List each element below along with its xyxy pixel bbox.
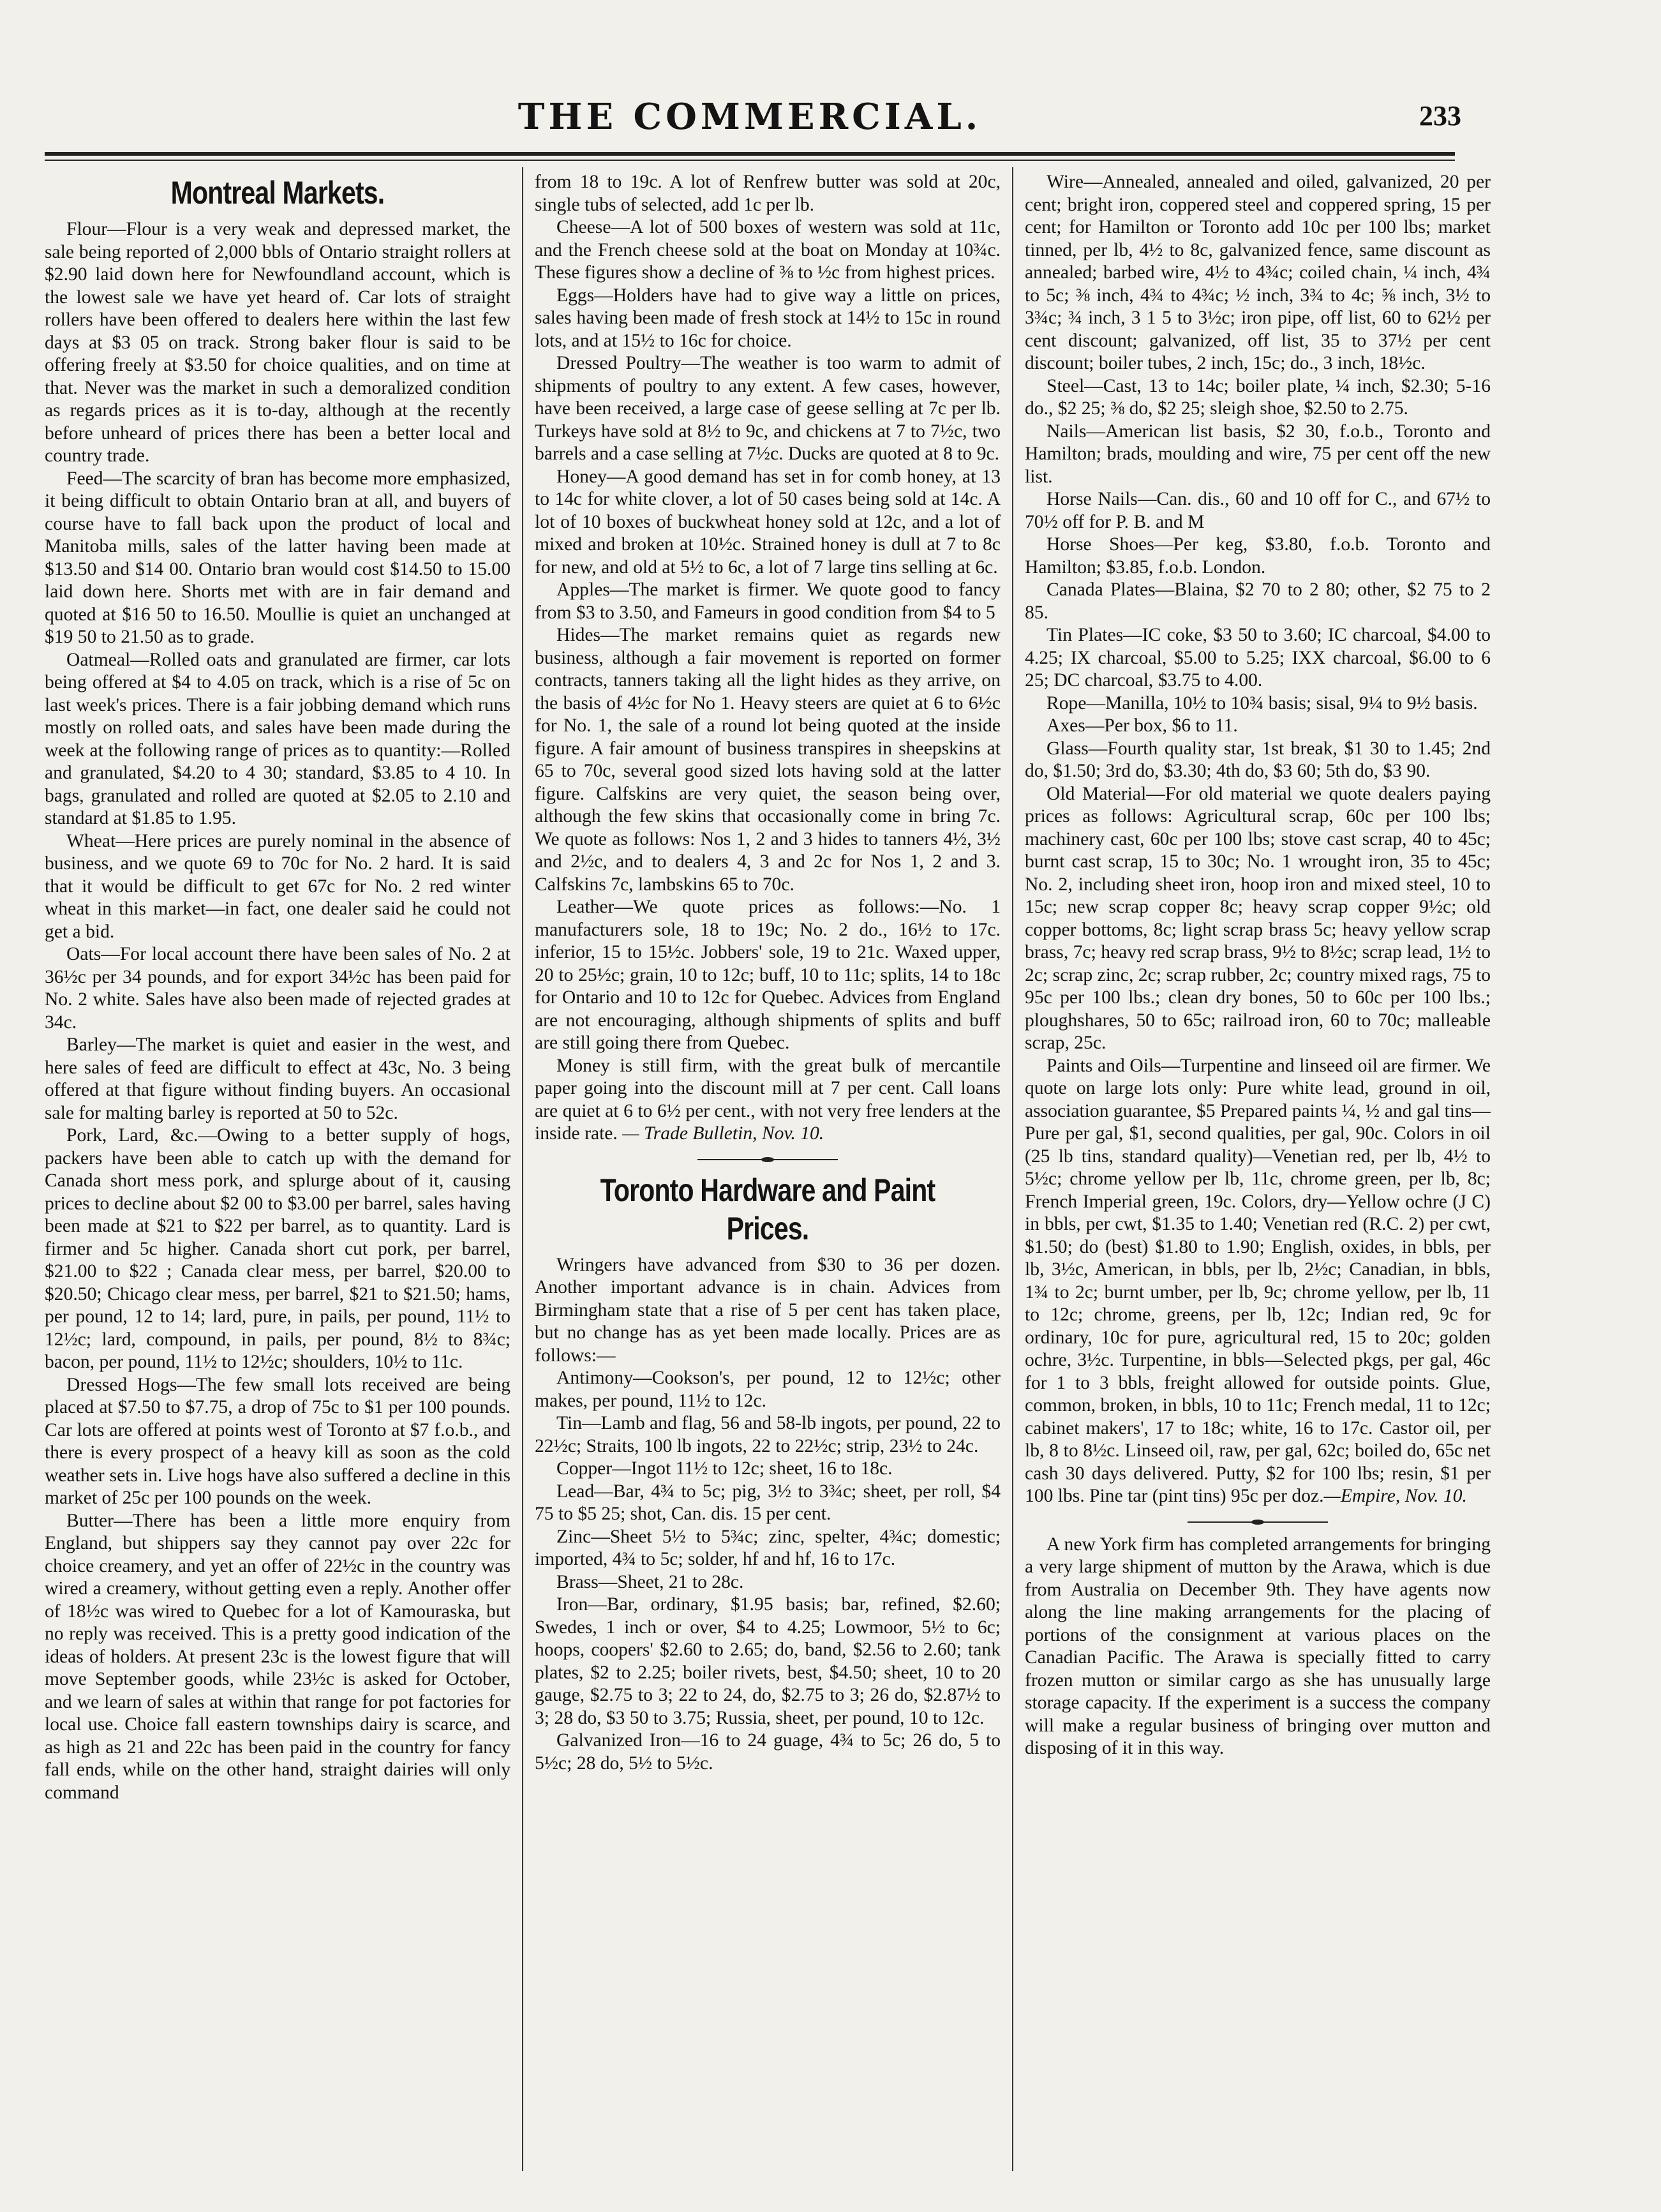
toronto-paragraph: Steel—Cast, 13 to 14c; boiler plate, ¼ inch, $2.30; 5-16 do., $2 25; ⅜ do, $2 25; sleigh shoe, $2.50 to 2.75. <box>1025 375 1491 419</box>
toronto-paragraph: Iron—Bar, ordinary, $1.95 basis; bar, refined, $2.60; Swedes, 1 inch or over, $4 to 4.25; Lowmoor, 5½ to 6c; hoops, coopers' $2.60 to 2.65; do, band, $2.56 to 2.60; tank plates, $2 to 2.25; boiler rivets, best, $4.50; sheet, 10 to 20 gauge, $2.75 to 3; 22 to 24, do, $2.75 to 3; 26 do, $2.87½ to 3; 28 do, $3 50 to 3.75; Russia, sheet, per pound, 10 to 12c. <box>535 1594 1001 1728</box>
column-1 <box>45 171 510 2169</box>
montreal-markets-heading: Montreal Markets. <box>170 175 385 211</box>
toronto-paragraph: Brass—Sheet, 21 to 28c. <box>556 1571 744 1592</box>
montreal-paragraph: Leather—We quote prices as follows:—No. 1 manufacturers sole, 18 to 19c; No. 2 do., 16½ to 17c. inferior, 15 to 15½c. Jobbers' sole, 19 to 21c. Waxed upper, 20 to 25½c; grain, 10 to 12c; buff, 10 to 11c; splits, 14 to 18c for Ontario and 10 to 12c for Quebec. Advices from England are not encouraging, although shipments of splits and buff are still going there from Quebec. <box>535 897 1001 1053</box>
toronto-paragraph <box>1025 1055 1491 1508</box>
montreal-paragraph <box>535 1055 1001 1146</box>
toronto-paragraph: Antimony—Cookson's, per pound, 12 to 12½c; other makes, per pound, 11½ to 12c. <box>535 1368 1001 1411</box>
montreal-paragraph: Flour—Flour is a very weak and depressed market, the sale being reported of 2,000 bbls of Ontario straight rollers at $2.90 laid down here for Newfoundland account, which is the lowest sale we have yet heard of. Car lots of straight rollers have been offered to dealers here within the last few days at $3 05 on track. Strong baker flour is said to be offering freely at $3.50 for choice qualities, and on time at that. Never was the market in such a demoralized condition as regards prices as it is to-day, although at the recently before unheard of prices there has been a better local and country trade. <box>45 219 510 466</box>
montreal-paragraph: Hides—The market remains quiet as regards new business, although a fair movement is reported on former contracts, tanners taking all the light hides as they arrive, on the basis of 4½c for No 1. Heavy steers are quiet at 6 to 6½c for No. 1, the sale of a round lot being quoted at the inside figure. A fair amount of business transpires in sheepskins at 65 to 70c, several good sized lots having sold at the latter figure. Calfskins are very quiet, the season being over, although the few skins that occasionally come in bring 7c. We quote as follows: Nos 1, 2 and 3 hides to tanners 4½, 3½ and 2½c, and to dealers 4, 3 and 2c for Nos 1, 2 and 3. Calfskins 7c, lambskins 65 to 70c. <box>535 625 1001 895</box>
header-rule-thick <box>45 152 1455 156</box>
montreal-paragraph: Cheese—A lot of 500 boxes of western was sold at 11c, and the French cheese sold at the boat on Monday at 10¾c. These figures show a decline of ⅜ to ½c from highest prices. <box>535 217 1001 283</box>
montreal-source: — Trade Bulletin, Nov. 10. <box>622 1123 824 1144</box>
toronto-paragraph: Zinc—Sheet 5½ to 5¾c; zinc, spelter, 4¾c; domestic; imported, 4¾ to 5c; solder, hf and hf, 16 to 17c. <box>535 1526 1001 1569</box>
montreal-paragraph: from 18 to 19c. A lot of Renfrew butter was sold at 20c, single tubs of selected, add 1c per lb. <box>535 172 1001 215</box>
column-3 <box>1025 171 1491 2169</box>
montreal-paragraph: Barley—The market is quiet and easier in the west, and here sales of feed are difficult to effect at 43c, No. 3 being offered at that figure without finding buyers. An occasional sale for malting barley is reported at 50 to 52c. <box>45 1035 510 1123</box>
toronto-paragraph: Wire—Annealed, annealed and oiled, galvanized, 20 per cent; bright iron, coppered steel and coppered spring, 15 per cent; for Hamilton or Toronto add 10c per 100 lbs; market tinned, per lb, 4½ to 8c, galvanized fence, same discount as annealed; barbed wire, 4½ to 4¾c; coiled chain, ¼ inch, 4¾ to 5c; ⅜ inch, 4¾ to 4¾c; ½ inch, 3¾ to 4c; ⅝ inch, 3½ to 3¾c; ¾ inch, 3 1 5 to 3½c; iron pipe, off list, 60 to 62½ per cent discount; galvanized, off list, 35 to 37½ per cent discount; boiler tubes, 2 inch, 15c; do., 3 inch, 18½c. <box>1025 172 1491 373</box>
montreal-paragraph: Dressed Hogs—The few small lots received are being placed at $7.50 to $7.75, a drop of 75c to $1 per 100 pounds. Car lots are offered at points west of Toronto at $7 f.o.b., and there is every prospect of a heavy kill as soon as the cold weather sets in. Live hogs have also suffered a decline in this market of 25c per 100 pounds on the week. <box>45 1374 510 1508</box>
toronto-paragraph: Old Material—For old material we quote dealers paying prices as follows: Agricultural scrap, 60c per 100 lbs; machinery cast, 60c per 100 lbs; stove cast scrap, 40 to 45c; burnt cast scrap, 15 to 30c; No. 1 wrought iron, 35 to 45c; No. 2, including sheet iron, hoop iron and mixed steel, 10 to 15c; new scrap copper 8c; heavy scrap copper 9½c; old copper bottoms, 8c; light scrap brass 5c; heavy yellow scrap brass, 7c; heavy red scrap brass, 9½ to 8½c; scrap lead, 1½ to 2c; scrap zinc, 2c; scrap rubber, 2c; country mixed rags, 75 to 95c per 100 lbs.; clean dry bones, 50 to 60c per 100 lbs.; ploughshares, 50 to 65c; railroad iron, 60 to 70c; malleable scrap, 25c. <box>1025 783 1491 1053</box>
column-divider-2 <box>1012 167 1013 2171</box>
toronto-source: —Empire, Nov. 10. <box>1323 1486 1467 1506</box>
montreal-paragraph: Dressed Poultry—The weather is too warm to admit of shipments of poultry to any extent. A few cases, however, have been received, a large case of geese selling at 7c per lb. Turkeys have sold at 8½ to 9c, and chickens at 7 to 7½c, two barrels and a case selling at 7½c. Ducks are quoted at 8 to 9c. <box>535 353 1001 464</box>
toronto-paragraph: Copper—Ingot 11½ to 12c; sheet, 16 to 18c. <box>556 1458 893 1479</box>
toronto-paragraph: Rope—Manilla, 10½ to 10¾ basis; sisal, 9¼ to 9½ basis. <box>1047 692 1478 714</box>
montreal-paragraph: Butter—There has been a little more enquiry from England, but shippers say they cannot pay over 22c for choice creamery, and yet an offer of 22½c in the country was wired a creamery, without getting even a reply. Another offer of 18½c was wired to Quebec for a lot of Kamouraska, but no reply was received. This is a pretty good indication of the ideas of holders. At present 23c is the lowest figure that will move September goods, while 23½c is asked for October, and we learn of sales at within that range for pot factories for local use. Choice fall eastern townships dairy is scarce, and as high as 21 and 22c has been paid in the country for fancy fall ends, while on the other hand, straight dairies will only command <box>45 1510 510 1803</box>
montreal-paragraph: Pork, Lard, &c.—Owing to a better supply of hogs, packers have been able to catch up with the demand for Canada short mess pork, and splurge about of it, causing prices to decline about $2 00 to $3.00 per barrel, sales having been made at $21 to $22 per barrel, as to quantity. Lard is firmer and 5c higher. Canada short cut pork, per barrel, $21.00 to $22 ; Canada clear mess, per barrel, $20.00 to $20.50; Chicago clear mess, per barrel, $21 to $21.50; hams, per pound, 12 to 14; lard, pure, in pails, per pound, 11½ to 12½c; lard, compound, in pails, per pound, 8½ to 8¾c; bacon, per pound, 11½ to 12½c; shoulders, 10½ to 11c. <box>45 1125 510 1372</box>
section-separator <box>697 1157 838 1162</box>
page-number: 233 <box>1419 100 1461 131</box>
toronto-paragraph: Wringers have advanced from $30 to 36 per dozen. Another important advance is in chain. Advices from Birmingham state that a rise of 5 per cent has taken place, but no change has as yet been made locally. Prices are as follows:— <box>535 1254 1001 1366</box>
montreal-paragraph: Oatmeal—Rolled oats and granulated are firmer, car lots being offered at $4 to 4.05 on track, which is a rise of 5c on last week's prices. There is a fair jobbing demand which runs mostly on rolled oats, and sales have been made during the week at the following range of prices as to quantity:—Rolled and granulated, $4.20 to 4 30; standard, $3.85 to 4 10. In bags, granulated and rolled are quoted at $2.05 to 2.10 and standard at $1.85 to 1.95. <box>45 649 510 828</box>
toronto-paragraph: Horse Shoes—Per keg, $3.80, f.o.b. Toronto and Hamilton; $3.85, f.o.b. London. <box>1025 534 1491 578</box>
montreal-paragraph: Apples—The market is firmer. We quote good to fancy from $3 to 3.50, and Fameurs in good condition from $4 to 5 <box>535 579 1001 623</box>
section-separator <box>1188 1520 1328 1525</box>
header-rule-thin <box>45 160 1455 161</box>
toronto-paragraph-text: Paints and Oils—Turpentine and linseed oil are firmer. We quote on large lots only: Pure white lead, ground in oil, association guarantee, $5 Prepared paints ¼, ½ and gal tins—Pure per gal, $1, second qualities, per gal, 90c. Colors in oil (25 lb tins, standard quality)—Venetian red, per lb, 4½ to 5½c; chrome yellow per lb, 11c, chrome green, per lb, 8c; French Imperial green, 19c. Colors, dry—Yellow ochre (J C) in bbls, per cwt, $1.35 to 1.40; Venetian red (R.C. 2) per cwt, $1.50; do (best) $1.80 to 1.90; English, oxides, in bbls, per lb, 3½c, American, in bbls, per lb, 2½c; Canadian, in bbls, 1¾ to 2c; burnt umber, per lb, 9c; chrome yellow, per lb, 11 to 12c; chrome, greens, per lb, 12c; Indian red, 9c for ordinary, 10c for pure, agricultural red, 15 to 20c; golden ochre, 3½c. Turpentine, in bbls—Selected pkgs, per gal, 46c for 1 to 3 bbls, freight allowed for outside points. Glue, common, broken, in bbls, 10 to 11c; French medal, 11 to 12c; cabinet makers', 17 to 18c; white, 16 to 17c. Castor oil, per lb, 8 to 8½c. Linseed oil, raw, per gal, 62c; boiled do, 65c net cash 30 days delivered. Putty, $2 for 100 lbs; resin, $1 per 100 lbs. Pine tar (pint tins) 95c per doz. <box>1025 1055 1491 1506</box>
toronto-paragraph: Nails—American list basis, $2 30, f.o.b., Toronto and Hamilton; brads, moulding and wire, 75 per cent off the new list. <box>1025 421 1491 487</box>
toronto-paragraph: Axes—Per box, $6 to 11. <box>1047 715 1238 736</box>
toronto-paragraph: Canada Plates—Blaina, $2 70 to 2 80; other, $2 75 to 2 85. <box>1025 579 1491 623</box>
toronto-paragraph: Horse Nails—Can. dis., 60 and 10 off for C., and 67½ to 70½ off for P. B. and M <box>1025 489 1491 532</box>
toronto-hardware-heading: Toronto Hardware and Paint Prices. <box>600 1172 935 1246</box>
toronto-paragraph: Glass—Fourth quality star, 1st break, $1 30 to 1.45; 2nd do, $1.50; 3rd do, $3.30; 4th do, $3 60; 5th do, $3 90. <box>1025 738 1491 781</box>
toronto-paragraph: Tin—Lamb and flag, 56 and 58-lb ingots, per pound, 22 to 22½c; Straits, 100 lb ingots, 22 to 22½c; strip, 23½ to 24c. <box>535 1413 1001 1456</box>
column-2 <box>535 171 1001 2169</box>
toronto-paragraph: Galvanized Iron—16 to 24 guage, 4¾ to 5c; 26 do, 5 to 5½c; 28 do, 5½ to 5½c. <box>535 1730 1001 1774</box>
montreal-paragraph: Eggs—Holders have had to give way a little on prices, sales having been made of fresh stock at 14½ to 15c in round lots, and at 15½ to 16c for choice. <box>535 285 1001 351</box>
masthead <box>45 96 1461 147</box>
toronto-paragraph: Lead—Bar, 4¾ to 5c; pig, 3½ to 3¾c; sheet, per roll, $4 75 to $5 25; shot, Can. dis. 15 per cent. <box>535 1481 1001 1524</box>
toronto-paragraph: Tin Plates—IC coke, $3 50 to 3.60; IC charcoal, $4.00 to 4.25; IX charcoal, $5.00 to 5.25; IXX charcoal, $6.00 to 6 25; DC charcoal, $3.75 to 4.00. <box>1025 625 1491 691</box>
montreal-paragraph: Wheat—Here prices are purely nominal in the absence of business, and we quote 69 to 70c for No. 2 hard. It is said that it would be difficult to get 67c for No. 2 red winter wheat in this market—in fact, one dealer said he could not get a bid. <box>45 830 510 942</box>
montreal-paragraph: Honey—A good demand has set in for comb honey, at 13 to 14c for white clover, a lot of 50 cases being sold at 14c. A lot of 10 boxes of buckwheat honey sold at 12c, and a lot of mixed and broken at 10½c. Strained honey is dull at 7 to 8c for new, and old at 5½ to 6c, a lot of 7 large tins selling at 6c. <box>535 466 1001 578</box>
montreal-paragraph: Feed—The scarcity of bran has become more emphasized, it being difficult to obtain Ontario bran at all, and buyers of course have to fall back upon the product of local and Manitoba mills, sales of the latter having been made at $13.50 and $14 00. Ontario bran would cost $14.50 to 15.00 laid down here. Shorts met with are in fair demand and quoted at $16 50 to 16.50. Moullie is quiet an unchanged at $19 50 to 21.50 as to grade. <box>45 468 510 647</box>
mutton-paragraph: A new York firm has completed arrangements for bringing a very large shipment of mutton by the Arawa, which is due from Australia on December 9th. They have agents now along the line making arrangements for the placing of portions of the consignment at various places on the Canadian Pacific. The Arawa is specially fitted to carry frozen mutton or similar cargo as she has unusually large storage capacity. If the experiment is a success the company will make a regular business of bringing over mutton and disposing of it in this way. <box>1025 1534 1491 1758</box>
column-divider-1 <box>522 167 523 2171</box>
masthead-title: THE COMMERCIAL. <box>518 96 982 138</box>
montreal-paragraph: Oats—For local account there have been sales of No. 2 at 36½c per 34 pounds, and for export 34½c has been paid for No. 2 white. Sales have also been made of rejected grades at 34c. <box>45 944 510 1033</box>
montreal-paragraph-text: Money is still firm, with the great bulk of mercantile paper going into the discount mill at 7 per cent. Call loans are quiet at 6 to 6½ per cent., with not very free lenders at the inside rate. <box>535 1055 1001 1144</box>
